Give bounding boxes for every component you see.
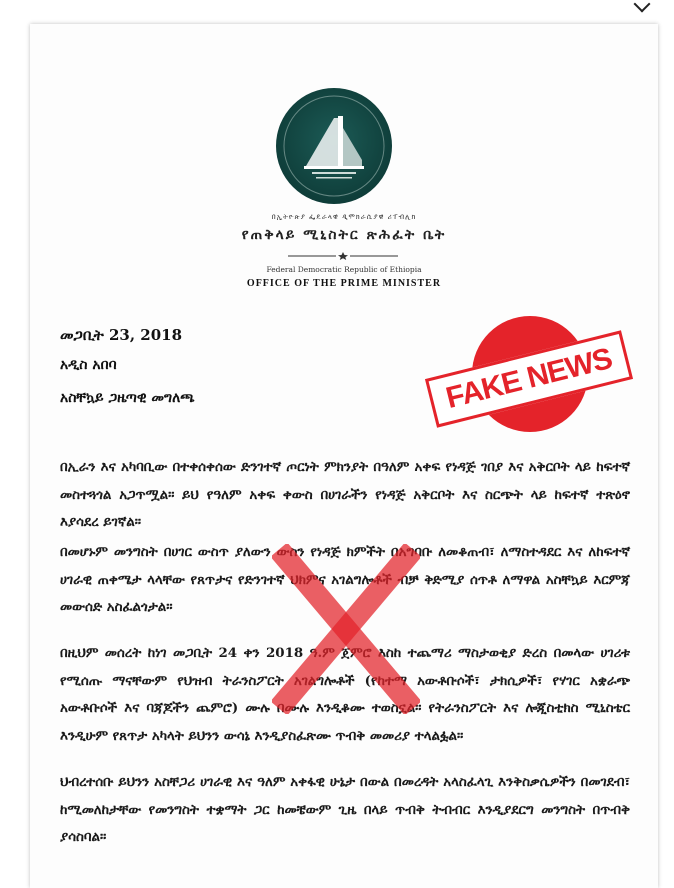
letterhead-english-country: Federal Democratic Republic of Ethiopia: [266, 265, 422, 274]
letterhead-amharic-office: የጠቅላይ ሚኒስትር ጽሕፈት ቤት: [241, 227, 447, 243]
red-x-mark-icon: [272, 544, 420, 714]
divider-star-icon: [288, 252, 398, 260]
stamp-text: FAKE NEWS: [442, 342, 616, 416]
letterhead-amharic-country: በኢትዮጵያ ፌዴራላዊ ዲሞክራሲያዊ ሪፐብሊክ: [271, 213, 417, 221]
top-bar: [0, 0, 674, 22]
chevron-down-icon[interactable]: [634, 0, 651, 12]
letter-city: አዲስ አበባ: [60, 357, 117, 373]
letter-date: መጋቢት 23, 2018: [60, 326, 183, 344]
letterhead-english-office: OFFICE OF THE PRIME MINISTER: [246, 278, 442, 289]
office-emblem-icon: [276, 88, 392, 204]
letter-subject: አስቸኳይ ጋዜጣዊ መግለጫ: [60, 390, 195, 406]
paragraph-2: በመሆኑም መንግስት በሀገር ውስጥ ያለውን ውስን የነዳጅ ክምችት በአግባቡ ለመቆጠብ፣ ለማስተዳደር እና ለከፍተኛ ሀገራዊ ጠቀሜታ ላላቸው የጸጥታና የድንገተኛ ህክምና አገልግሎቶች ብቻ ቅድሚያ ሰጥቶ ለማዋል አስቸኳይ እርምጃ መውሰድ አስፈልጎታል።: [60, 544, 630, 615]
paragraph-3: በዚህም መሰረት ከነገ መጋቢት 24 ቀን 2018 ዓ.ም ጀምሮ እስከ ተጨማሪ ማስታወቂያ ድረስ በመላው ሀገሪቱ የሚሰጡ ማናቸውም የህዝብ ትራንስፖርት አገልግሎቶች (የከተማ አውቶቡሶች፣ ታክሲዎች፣ የሃገር አቋራጭ አውቶቡሶች እና ባጃጆችን ጨምሮ) ሙሉ በሙሉ እንዲቆሙ ተወስኗል። የትራንስፖርት እና ሎጂስቲክስ ሚኒስቴር እንዲሁም የጸጥታ አካላት ይህንን ውሳኔ እንዲያስፈጽሙ ጥብቅ መመሪያ ተላልፏል።: [60, 645, 630, 744]
paragraph-4: ህብረተሰቡ ይህንን አስቸጋሪ ሀገራዊ እና ዓለም አቀፋዊ ሁኔታ በውል በመረዳት አላስፈላጊ እንቅስቃሴዎችን በመገደብ፣ ከሚመለከታቸው የመንግስት ተቋማት ጋር ከመቼውም ጊዜ በላይ ጥብቅ ትብብር እንዲያደርግ መንግስት በጥብቅ ያሳስባል።: [60, 774, 630, 845]
letter-document: [30, 24, 658, 888]
fake-news-stamp: [422, 312, 630, 442]
paragraph-1: በኢራን እና አካባቢው በተቀሰቀሰው ድንገተኛ ጦርነት ምክንያት በዓለም አቀፍ የነዳጅ ገበያ እና አቅርቦት ላይ ከፍተኛ መስተጓጎል አጋጥሟል። ይህ የዓለም አቀፍ ቀውስ በሀገራችን የነዳጅ አቅርቦት እና ስርጭት ላይ ከፍተኛ ተጽዕኖ እያሳደረ ይገኛል።: [60, 459, 630, 530]
